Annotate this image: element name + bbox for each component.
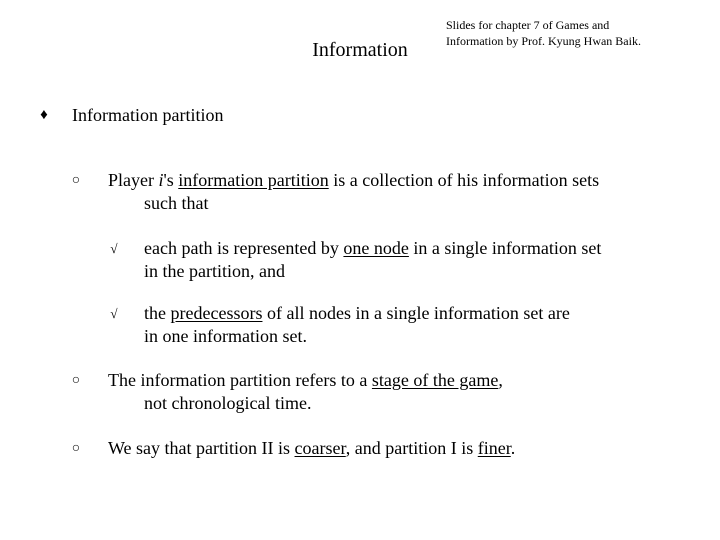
term-finer: finer [477,438,511,458]
check-item-predecessors [144,302,704,348]
sub-bullet-coarser-finer [108,437,688,460]
circle-bullet-icon: ○ [71,441,81,456]
sub-bullet-line-1: Player i's information partition is a collection of his information sets [108,170,600,190]
sub-bullet-line-1: The information partition refers to a stage of the game, [108,370,503,390]
credit-line-2: Information by Prof. Kyung Hwan Baik. [446,34,641,48]
check-bullet-icon: √ [110,306,118,321]
diamond-bullet-icon: ♦ [40,107,48,123]
check-item-line-1: each path is represented by one node in a single information set [144,238,602,258]
sub-bullet-line-2: not chronological time. [144,393,312,413]
slide-title: Information [312,39,408,61]
check-item-one-node [144,237,704,283]
check-item-line-1: the predecessors of all nodes in a single information set are [144,303,570,323]
term-information-partition: information partition [178,170,329,190]
check-item-line-2: in one information set. [144,326,307,346]
term-coarser: coarser [294,438,346,458]
sub-bullet-stage-of-game [108,369,688,415]
check-item-line-2: in the partition, and [144,261,285,281]
term-one-node: one node [343,238,409,258]
sub-bullet-line-1: We say that partition II is coarser, and partition I is finer. [108,438,516,458]
check-bullet-icon: √ [110,241,118,256]
circle-bullet-icon: ○ [71,373,81,388]
sub-bullet-player-partition [108,169,688,215]
term-stage-of-the-game: stage of the game [371,370,499,390]
sub-bullet-line-2: such that [144,193,209,213]
term-predecessors: predecessors [170,303,263,323]
bullet-information-partition: Information partition [72,105,224,125]
credit-line-1: Slides for chapter 7 of Games and [446,18,610,32]
circle-bullet-icon: ○ [71,173,81,188]
